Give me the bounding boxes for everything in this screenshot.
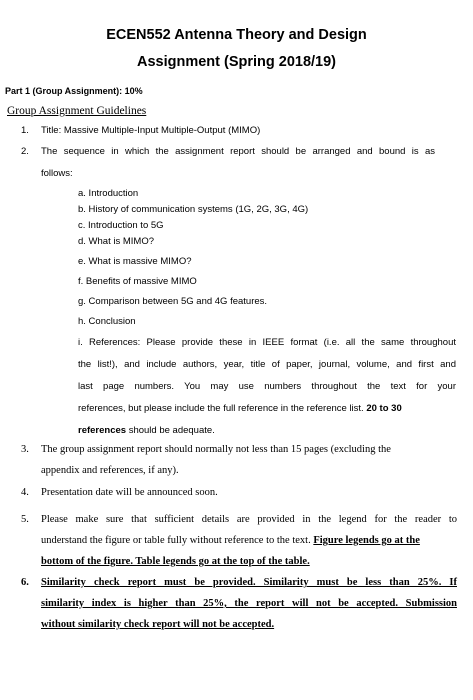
part-heading: Part 1 (Group Assignment): 10% bbox=[5, 86, 143, 96]
item-5-number: 5. bbox=[21, 514, 29, 525]
item-6-text-line-3: without similarity check report will not be accepted. bbox=[41, 619, 275, 630]
item-5-text-line-1: Please make sure that sufficient details are provided in the legend for the reader to bbox=[41, 514, 457, 525]
sub-item-c: c. Introduction to 5G bbox=[78, 220, 164, 231]
sub-item-e: e. What is massive MIMO? bbox=[78, 256, 192, 267]
item-1-text: Title: Massive Multiple-Input Multiple-Output (MIMO) bbox=[41, 125, 261, 136]
item-4-number: 4. bbox=[21, 487, 29, 498]
item-6-text-line-2: similarity index is higher than 25%, the report will not be accepted. Submission bbox=[41, 598, 457, 609]
sub-item-f: f. Benefits of massive MIMO bbox=[78, 276, 197, 287]
item-1-number: 1. bbox=[21, 125, 29, 136]
item-5-line-2-bold: Figure legends go at the bbox=[313, 535, 420, 546]
sub-item-i-line-4 bbox=[78, 403, 456, 414]
item-4-text: Presentation date will be announced soon. bbox=[41, 487, 218, 498]
sub-item-i-line-5 bbox=[78, 425, 215, 436]
sub-item-i-line-4-bold: 20 to 30 bbox=[366, 403, 402, 414]
sub-item-g: g. Comparison between 5G and 4G features. bbox=[78, 296, 268, 307]
sub-item-i-line-1: i. References: Please provide these in IEEE format (i.e. all the same throughout bbox=[78, 337, 456, 348]
sub-item-d: d. What is MIMO? bbox=[78, 236, 155, 247]
item-5-text-line-2 bbox=[41, 535, 420, 546]
item-3-text-line-2: appendix and references, if any). bbox=[41, 465, 179, 476]
item-3-text-line-1: The group assignment report should normally not less than 15 pages (excluding the bbox=[41, 444, 391, 455]
item-2-number: 2. bbox=[21, 146, 29, 157]
sub-item-i-line-5-bold: references bbox=[78, 425, 127, 436]
item-6-text-line-1: Similarity check report must be provided. Similarity must be less than 25%. If bbox=[41, 577, 457, 588]
item-2-text-line-1: The sequence in which the assignment report should be arranged and bound is as bbox=[41, 146, 435, 157]
sub-item-i-line-5-text: should be adequate. bbox=[128, 425, 215, 436]
guidelines-heading: Group Assignment Guidelines bbox=[7, 105, 147, 117]
item-6-number: 6. bbox=[21, 577, 29, 588]
sub-item-i-line-4-text: references, but please include the full reference in the reference list. bbox=[78, 403, 364, 414]
sub-item-i-line-3: last page numbers. You may use numbers throughout the text for your bbox=[78, 381, 456, 392]
document-title-line-1: ECEN552 Antenna Theory and Design bbox=[106, 27, 367, 43]
sub-item-h: h. Conclusion bbox=[78, 316, 136, 327]
item-5-text-line-3: bottom of the figure. Table legends go at the top of the table. bbox=[41, 556, 310, 567]
sub-item-a: a. Introduction bbox=[78, 188, 139, 199]
item-3-number: 3. bbox=[21, 444, 29, 455]
document-title-line-2: Assignment (Spring 2018/19) bbox=[136, 54, 337, 70]
item-5-line-2-text: understand the figure or table fully without reference to the text. bbox=[41, 535, 311, 546]
sub-item-b: b. History of communication systems (1G, 2G, 3G, 4G) bbox=[78, 204, 309, 215]
sub-item-i-line-2: the list!), and include authors, year, title of paper, journal, volume, and first and bbox=[78, 359, 456, 370]
item-2-text-line-2: follows: bbox=[41, 168, 73, 179]
